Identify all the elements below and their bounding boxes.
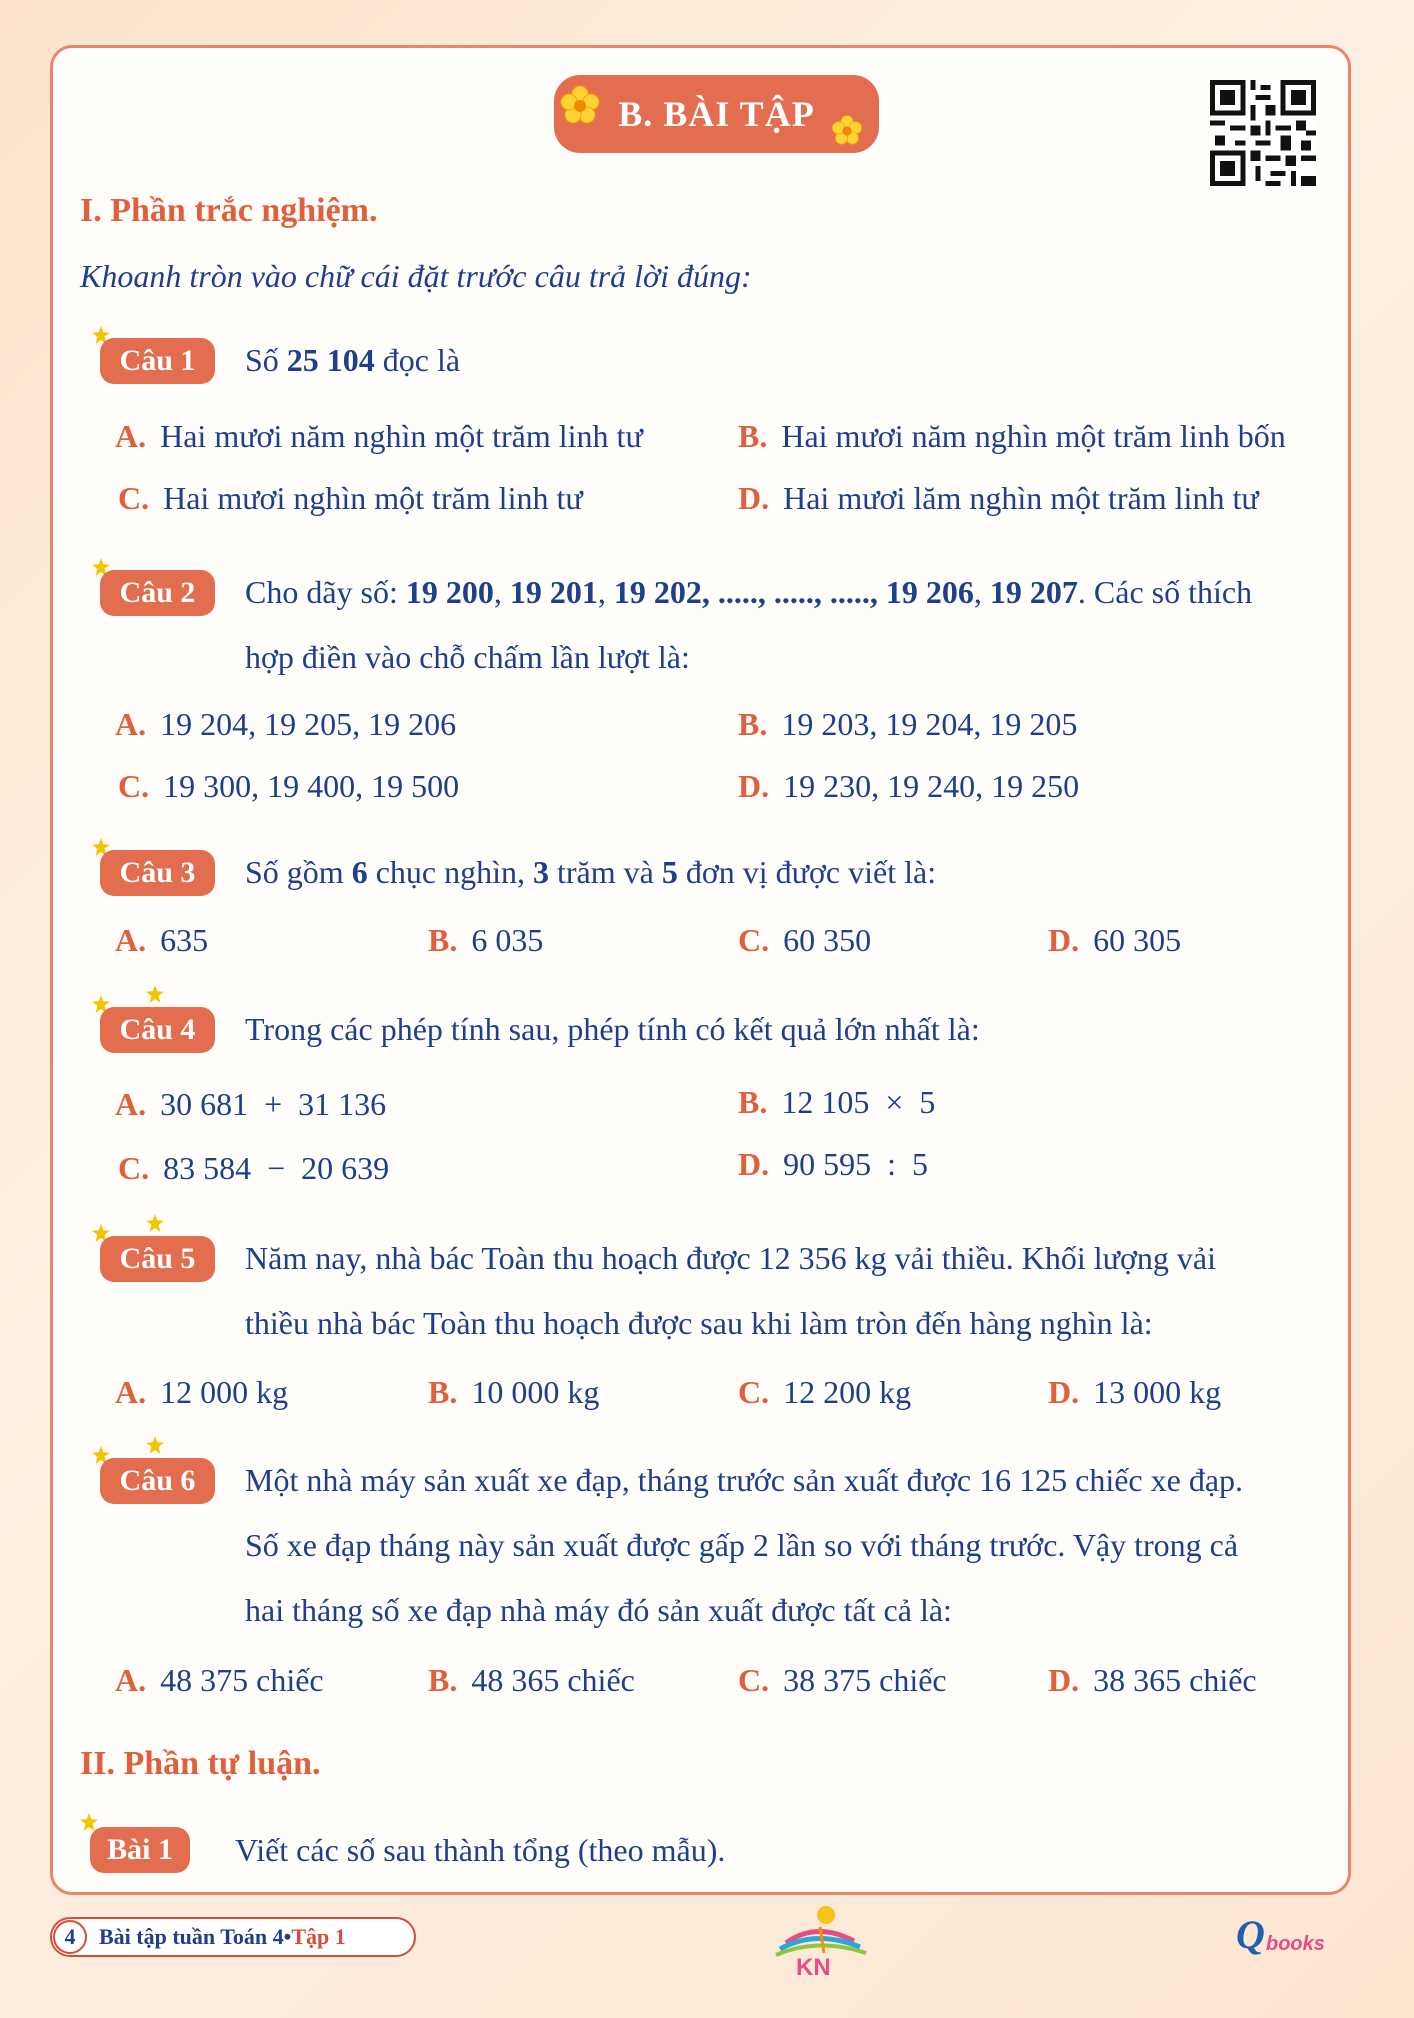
question-badge: Câu 1	[100, 338, 215, 384]
section-2-title: II. Phần tự luận.	[80, 1745, 321, 1782]
kn-logo	[766, 1903, 874, 1977]
option-a[interactable]: A. Hai mươi năm nghìn một trăm linh tư	[115, 418, 643, 454]
section-1-title: I. Phần trắc nghiệm.	[80, 192, 378, 229]
option-c[interactable]: C. Hai mươi nghìn một trăm linh tư	[118, 480, 583, 516]
option-b[interactable]: B. Hai mươi năm nghìn một trăm linh bốn	[738, 418, 1286, 454]
option-b[interactable]: B. 48 365 chiếc	[428, 1662, 635, 1698]
question-text: Số 25 104 đọc là	[245, 342, 461, 378]
question-text-line2: hợp điền vào chỗ chấm lần lượt là:	[245, 639, 690, 675]
option-a[interactable]: A. 12 000 kg	[115, 1374, 289, 1410]
svg-text:books: books	[1266, 1933, 1325, 1955]
question-text: Trong các phép tính sau, phép tính có kết quả lớn nhất là:	[245, 1011, 980, 1047]
option-c[interactable]: C. 12 200 kg	[738, 1374, 912, 1410]
question-badge: Câu 3	[100, 850, 215, 896]
qbooks-logo	[1236, 1906, 1346, 1966]
option-c[interactable]: C. 60 350	[738, 922, 872, 958]
star-icon	[146, 1436, 164, 1454]
svg-text:KN: KN	[796, 1954, 831, 1977]
exercise-text: Viết các số sau thành tổng (theo mẫu).	[235, 1832, 726, 1868]
page-number: 4	[53, 1920, 87, 1954]
question-badge: Câu 2	[100, 570, 215, 616]
option-d[interactable]: D. 19 230, 19 240, 19 250	[738, 768, 1080, 804]
footer-book-title: 4 Bài tập tuần Toán 4 • Tập 1	[50, 1917, 416, 1957]
option-a[interactable]: A. 635	[115, 922, 209, 958]
instruction: Khoanh tròn vào chữ cái đặt trước câu trả lời đúng:	[80, 258, 752, 294]
question-badge: Câu 6	[100, 1458, 215, 1504]
option-a[interactable]: A. 19 204, 19 205, 19 206	[115, 706, 457, 742]
option-b[interactable]: B. 6 035	[428, 922, 544, 958]
option-d[interactable]: D. Hai mươi lăm nghìn một trăm linh tư	[738, 480, 1259, 516]
question-text: Năm nay, nhà bác Toàn thu hoạch được 12 356 kg vải thiều. Khối lượng vải	[245, 1240, 1216, 1276]
option-a[interactable]: A. 48 375 chiếc	[115, 1662, 324, 1698]
question-text-line3: hai tháng số xe đạp nhà máy đó sản xuất được tất cả là:	[245, 1592, 952, 1628]
flower-icon	[830, 114, 864, 148]
question-text: Cho dãy số: 19 200, 19 201, 19 202, ....., ....., ....., 19 206, 19 207. Các số thích	[245, 574, 1253, 610]
option-a[interactable]: A. 30 681 + 31 136	[115, 1086, 387, 1122]
option-b[interactable]: B. 12 105 × 5	[738, 1084, 936, 1120]
option-d[interactable]: D. 38 365 chiếc	[1048, 1662, 1257, 1698]
option-b[interactable]: B. 19 203, 19 204, 19 205	[738, 706, 1078, 742]
flower-icon	[558, 84, 602, 128]
question-text-line2: Số xe đạp tháng này sản xuất được gấp 2 lần so với tháng trước. Vậy trong cả	[245, 1527, 1239, 1563]
question-badge: Câu 5	[100, 1236, 215, 1282]
star-icon	[146, 985, 164, 1003]
question-text-line2: thiều nhà bác Toàn thu hoạch được sau khi làm tròn đến hàng nghìn là:	[245, 1305, 1153, 1341]
question-text: Một nhà máy sản xuất xe đạp, tháng trước sản xuất được 16 125 chiếc xe đạp.	[245, 1462, 1244, 1498]
star-icon	[80, 1813, 98, 1831]
question-badge: Câu 4	[100, 1007, 215, 1053]
question-text: Số gồm 6 chục nghìn, 3 trăm và 5 đơn vị được viết là:	[245, 854, 937, 890]
star-icon	[146, 1214, 164, 1232]
option-b[interactable]: B. 10 000 kg	[428, 1374, 600, 1410]
exercise-badge: Bài 1	[90, 1827, 190, 1873]
banner-title: B. BÀI TẬP	[618, 94, 815, 134]
option-d[interactable]: D. 13 000 kg	[1048, 1374, 1222, 1410]
option-d[interactable]: D. 60 305	[1048, 922, 1182, 958]
qr-code-icon[interactable]	[1210, 80, 1316, 186]
svg-text:Q: Q	[1236, 1912, 1265, 1957]
option-c[interactable]: C. 83 584 − 20 639	[118, 1150, 390, 1186]
option-c[interactable]: C. 19 300, 19 400, 19 500	[118, 768, 460, 804]
option-c[interactable]: C. 38 375 chiếc	[738, 1662, 947, 1698]
option-d[interactable]: D. 90 595 : 5	[738, 1146, 928, 1182]
